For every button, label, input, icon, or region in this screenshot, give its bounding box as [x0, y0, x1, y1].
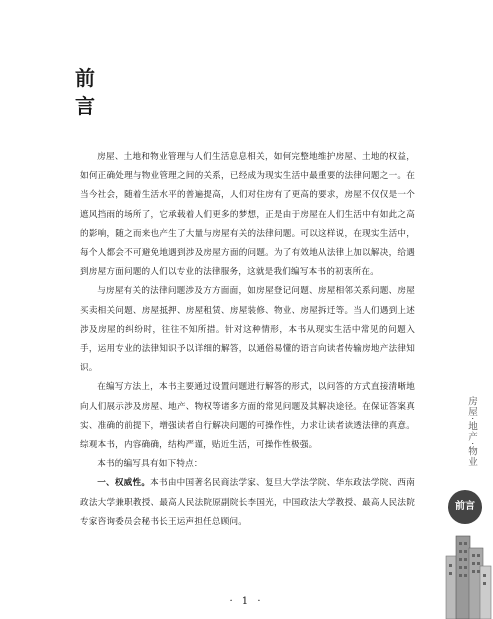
feature-heading: 一、权威性。 — [97, 478, 151, 489]
buildings-illustration — [442, 526, 493, 619]
feature-text: 本书由中国著名民商法学家、复旦大学法学院、华东政法学院、西南政法大学兼职教授、最高人民法院原副院长李国光，中国政法大学教授、最高人民法院专家咨询委员会秘书长王运声担任总顾问。 — [80, 478, 415, 527]
title-char-2: 言 — [75, 94, 95, 118]
feature-paragraph — [80, 474, 415, 532]
paragraph: 与房屋有关的法律问题涉及方方面面，如房屋登记问题、房屋相邻关系问题、房屋买卖相关问题、房屋抵押、房屋租赁、房屋装修、物业、房屋拆迁等。当人们遇到上述涉及房屋的纠纷时，往往不知所措。针对这种情形，本书从现实生活中常见的问题入手，运用专业的法律知识予以详细的解答，以通俗易懂的语言向读者传输房地产法律知识。 — [80, 286, 415, 374]
side-tab-badge: 前言 — [448, 490, 482, 524]
page-number: · 1 · — [229, 596, 264, 607]
preface-body — [80, 148, 415, 532]
page-title — [75, 64, 99, 120]
side-tab — [442, 0, 493, 619]
paragraph: 本书的编写具有如下特点： — [97, 459, 203, 470]
title-char-1: 前 — [75, 66, 95, 90]
side-tab-label: 房屋·地产·物业 — [466, 396, 477, 468]
paragraph: 房屋、土地和物业管理与人们生活息息相关，如何完整地维护房屋、土地的权益，如何正确处理与物业管理之间的关系，已经成为现实生活中最重要的法律问题之一。在当今社会，随着生活水平的普遍提高，人们对住房有了更高的要求，房屋不仅仅是一个遮风挡雨的场所了，它承载着人们更多的梦想，正是由于房屋在人们生活中有如此之高的影响，随之而来也产生了大量与房屋有关的法律问题。可以这样说，在现实生活中，每个人都会不可避免地遇到涉及房屋方面的问题。为了有效地从法律上加以解决，给遇到房屋方面问题的人们以专业的法律服务，这就是我们编写本书的初衷所在。 — [80, 152, 415, 278]
paragraph: 在编写方法上，本书主要通过设置问题进行解答的形式，以问答的方式直接清晰地向人们展示涉及房屋、地产、物权等诸多方面的常见问题及其解决途径。在保证答案真实、准确的前提下，增强读者自行解决问题的可操作性，力求让读者读透法律的真意。综观本书，内容确确，结构严谨，贴近生活，可操作性极强。 — [80, 382, 415, 451]
